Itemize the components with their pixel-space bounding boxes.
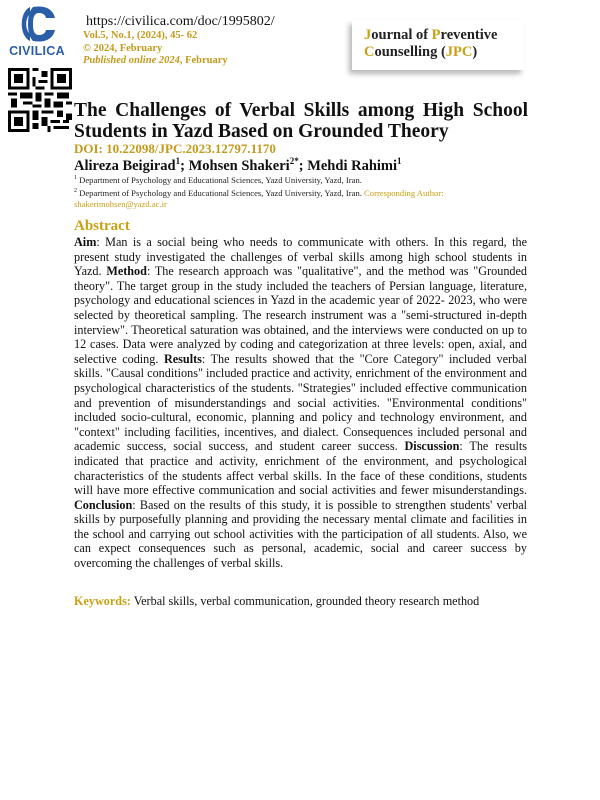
civilica-logo[interactable] — [6, 4, 68, 60]
paper-title-line2: Students in Yazd Based on Grounded Theory — [74, 121, 449, 142]
published-online-label: Published online 2024 — [83, 55, 180, 66]
logo-text: CIVILICA — [9, 44, 65, 58]
journal-title-line1: Journal of Preventive — [364, 27, 498, 43]
author-affiliation-sup: 1 — [175, 156, 181, 166]
aim-label: Aim — [74, 235, 97, 249]
results-label: Results — [163, 351, 202, 366]
affiliation-2: $^2$ Department of Psychology and Educational Sciences, Yazd University, Yazd, Iran. Corresponding Author: shakerimohsen@yazd.ac.ir — [74, 187, 444, 209]
qr-code-icon — [8, 68, 72, 132]
abstract-heading: Abstract — [74, 218, 130, 234]
doi[interactable]: DOI: 10.22098/JPC.2023.12797.1170 — [74, 141, 276, 156]
document-url[interactable]: https://civilica.com/doc/1995802/ — [86, 14, 275, 29]
author-list: Alireza Beigirad$^1$; Mohsen Shakeri$^{2*}$; Mehdi Rahimi$^1$ — [74, 156, 402, 174]
civilica-c-icon — [15, 4, 59, 44]
journal-title-box — [352, 20, 524, 70]
author-affiliation-sup: 1 — [397, 156, 402, 166]
journal-title-line2: Counselling (JPC) — [364, 44, 478, 60]
keywords-label: Keywords: — [74, 594, 131, 608]
paper-title-line1: The Challenges of Verbal Skills among High School — [74, 100, 528, 121]
conclusion-label: Conclusion — [74, 497, 133, 512]
author-name: Mehdi Rahimi — [307, 157, 398, 174]
qr-code[interactable] — [8, 68, 72, 132]
abstract-body: Aim: Man is a social being who needs to communicate with others. In this regard, the present study investigated the challenges of verbal skills among high school students in Yazd. Method: The research approach was "qualitative", and the method was "Grounded theory". The target group in the study included the teachers of Persian language, literature, psychology and educational sciences in Yazd in the academic year of 2022- 2023, who were selected by theoretical sampling. The research instrument was a "semi-structured in-depth interview". Theoretical saturation was obtained, and the interviews were conducted on up to 12 cases. Data were analyzed by coding and categorization at three levels: open, axial, and selective coding. Results: The results showed that the "Core Category" included verbal skills. "Causal conditions" included practice and activity, enrichment of the environment and psychological characteristics of the students. "Strategies" included effective communication and prevention of misunderstandings and social activities. "Environmental conditions" included socio-cultural, economic, planning and policy and technology environment, and "context" including facilities, incentives, and dialect. Consequences included personal and academic success, social success, and student career success. Discussion: The results indicated that practice and activity, enrichment of the environment, and psychological characteristics of the students affect verbal skills. In the face of these conditions, students will have more effective communication and social activities and fewer misunderstandings. Conclusion: Based on the results of this study, it is possible to strengthen students' verbal skills by purposefully planning and providing the necessary mental climate and facilities in the school and carrying out school activities with the participation of all students. Also, we can expect consequences such as personal, academic, social and career success by overcoming the challenges of verbal skills. — [74, 235, 528, 571]
affiliation-1: $^1$ Department of Psychology and Educational Sciences, Yazd University, Yazd, Iran. — [74, 174, 362, 185]
affiliations — [74, 173, 534, 210]
author-name: Alireza Beigirad — [74, 157, 176, 174]
author-name: Mohsen Shakeri — [188, 157, 290, 174]
publication-meta — [83, 30, 228, 68]
discussion-label: Discussion — [404, 439, 460, 454]
published-line — [83, 55, 228, 68]
corresponding-author-email[interactable]: Corresponding Author: shakerimohsen@yazd.ac.ir — [74, 187, 444, 209]
keywords — [74, 594, 479, 609]
volume-line: Vol.5, No.1, (2024), 45- 62 — [83, 30, 198, 41]
author-affiliation-sup: 2* — [289, 156, 299, 166]
method-label: Method — [106, 264, 147, 279]
paper-title — [74, 100, 528, 142]
keywords-text: Verbal skills, verbal communication, grounded theory research method — [130, 594, 480, 608]
published-month: , February — [179, 55, 228, 66]
copyright-line: © 2024, February — [83, 42, 163, 54]
